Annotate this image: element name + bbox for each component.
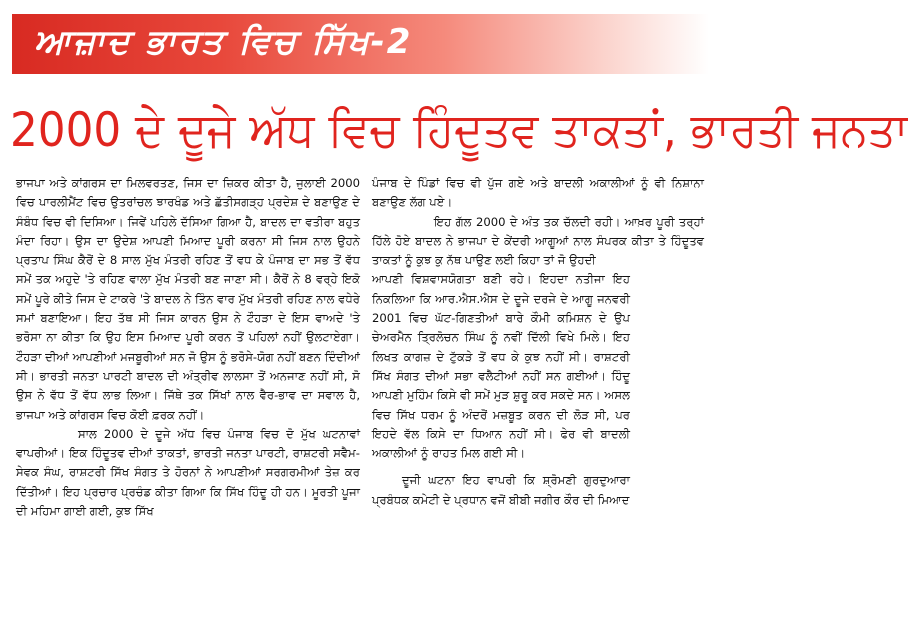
paragraph: ਪੰਜਾਬ ਦੇ ਪਿੰਡਾਂ ਵਿਚ ਵੀ ਪੁੱਜ ਗਏ ਅਤੇ ਬਾਦਲੀ ਅਕਾਲੀਆਂ ਨੂੰ ਵੀ ਨਿਸ਼ਾਨਾ ਬਣਾਉਣ ਲੱਗ ਪਏ। — [372, 176, 704, 210]
inset-image-area — [636, 286, 709, 636]
series-title: ਆਜ਼ਾਦ ਭਾਰਤ ਵਿਚ ਸਿੱਖ-2 — [34, 22, 413, 62]
paragraph: ਸਾਲ 2000 ਦੇ ਦੂਜੇ ਅੱਧ ਵਿਚ ਪੰਜਾਬ ਵਿਚ ਦੋ ਮੁੱਖ ਘਟਨਾਵਾਂ ਵਾਪਰੀਆਂ। ਇਕ ਹਿੰਦੂਤਵ ਦੀਆਂ ਤਾਕਤਾਂ, ਭਾਰਤੀ ਜਨਤਾ ਪਾਰਟੀ, ਰਾਸ਼ਟਰੀ ਸਵੈਮ-ਸੇਵਕ ਸੰਘ, ਰਾਸ਼ਟਰੀ ਸਿੱਖ ਸੰਗਤ ਤੇ ਹੋਰਨਾਂ ਨੇ ਆਪਣੀਆਂ ਸਰਗਰਮੀਆਂ ਤੇਜ਼ ਕਰ ਦਿੱਤੀਆਂ। ਇਹ ਪ੍ਰਚਾਰ ਪ੍ਰਚੰਡ ਕੀਤਾ ਗਿਆ ਕਿ ਸਿੱਖ ਹਿੰਦੂ ਹੀ ਹਨ। ਮੂਰਤੀ ਪੂਜਾ ਦੀ ਮਹਿਮਾ ਗਾਈ ਗਈ, ਕੁਝ ਸਿੱਖ — [16, 426, 360, 519]
paragraph: ਇਹ ਗੱਲ 2000 ਦੇ ਅੰਤ ਤਕ ਚੱਲਦੀ ਰਹੀ। ਆਖ਼ਰ ਪੂਰੀ ਤਰ੍ਹਾਂ ਹਿੱਲੇ ਹੋਏ ਬਾਦਲ ਨੇ ਭਾਜਪਾ ਦੇ ਕੇਂਦਰੀ ਆਗੂਆਂ ਨਾਲ ਸੰਪਰਕ ਕੀਤਾ ਤੇ ਹਿੰਦੂਤਵ ਤਾਕਤਾਂ ਨੂੰ ਕੁਝ ਕੁ ਨੱਥ ਪਾਉਣ ਲਈ ਕਿਹਾ ਤਾਂ ਜੋ ਉਹਦੀ — [372, 214, 704, 268]
paragraph: ਆਪਣੀ ਵਿਸ਼ਵਾਸਯੋਗਤਾ ਬਣੀ ਰਹੇ। ਇਹਦਾ ਨਤੀਜਾ ਇਹ ਨਿਕਲਿਆ ਕਿ ਆਰ.ਐਸ.ਐਸ ਦੇ ਦੂਜੇ ਦਰਜੇ ਦੇ ਆਗੂ ਜਨਵਰੀ 2001 ਵਿਚ ਘੱਟ-ਗਿਣਤੀਆਂ ਬਾਰੇ ਕੌਮੀ ਕਮਿਸ਼ਨ ਦੇ ਉਪ ਚੇਅਰਮੈਨ ਤ੍ਰਿਲੋਚਨ ਸਿੰਘ ਨੂੰ ਨਵੀਂ ਦਿੱਲੀ ਵਿਖੇ ਮਿਲੇ। ਇਹ ਲਿਖਤ ਕਾਗਜ਼ ਦੇ ਟੁੱਕੜੇ ਤੋਂ ਵਧ ਕੇ ਕੁਝ ਨਹੀਂ ਸੀ। ਰਾਸ਼ਟਰੀ ਸਿੱਖ ਸੰਗਤ ਦੀਆਂ ਸਭਾ ਵਲੈਟੀਆਂ ਨਹੀਂ ਸਨ ਗਈਆਂ। ਹਿੰਦੂ ਆਪਣੀ ਮੁਹਿੰਮ ਕਿਸੇ ਵੀ ਸਮੇਂ ਮੁੜ ਸ਼ੁਰੂ ਕਰ ਸਕਦੇ ਸਨ। ਅਸਲ ਵਿਚ ਸਿੱਖ ਧਰਮ ਨੂੰ ਅੰਦਰੋਂ ਮਜ਼ਬੂਤ ਕਰਨ ਦੀ ਲੋੜ ਸੀ, ਪਰ ਇਹਦੇ ਵੱਲ ਕਿਸੇ ਦਾ ਧਿਆਨ ਨਹੀਂ ਸੀ। ਫੇਰ ਵੀ ਬਾਦਲੀ ਅਕਾਲੀਆਂ ਨੂੰ ਰਾਹਤ ਮਿਲ ਗਈ ਸੀ। — [372, 272, 630, 461]
article-column-left — [16, 174, 360, 636]
series-banner — [12, 14, 709, 74]
paragraph: ਭਾਜਪਾ ਅਤੇ ਕਾਂਗਰਸ ਦਾ ਮਿਲਵਰਤਣ, ਜਿਸ ਦਾ ਜ਼ਿਕਰ ਕੀਤਾ ਹੈ, ਜੁਲਾਈ 2000 ਵਿਚ ਪਾਰਲੀਮੈਂਟ ਵਿਚ ਉਤਰਾਂਚਲ ਝਾਰਖੰਡ ਅਤੇ ਛੱਤੀਸਗੜ੍ਹ ਪ੍ਰਦੇਸ਼ ਦੇ ਬਣਾਉਣ ਦੇ ਸੰਬੰਧ ਵਿਚ ਵੀ ਦਿਸਿਆ। ਜਿਵੇਂ ਪਹਿਲੇ ਦੱਸਿਆ ਗਿਆ ਹੈ, ਬਾਦਲ ਦਾ ਵਤੀਰਾ ਬਹੁਤ ਮੰਦਾ ਰਿਹਾ। ਉਸ ਦਾ ਉਦੇਸ਼ ਆਪਣੀ ਮਿਆਦ ਪੂਰੀ ਕਰਨਾ ਸੀ ਜਿਸ ਨਾਲ ਉਹਨੇ ਪ੍ਰਤਾਪ ਸਿੰਘ ਕੈਰੋਂ ਦੇ 8 ਸਾਲ ਮੁੱਖ ਮੰਤਰੀ ਰਹਿਣ ਤੋਂ ਵਧ ਕੇ ਪੰਜਾਬ ਦਾ ਸਭ ਤੋਂ ਵੱਧ ਸਮੇਂ ਤਕ ਅਹੁਦੇ 'ਤੇ ਰਹਿਣ ਵਾਲਾ ਮੁੱਖ ਮੰਤਰੀ ਬਣ ਜਾਣਾ ਸੀ। ਕੈਰੋਂ ਨੇ 8 ਵਰ੍ਹੇ ਇਕੋ ਸਮੇਂ ਪੂਰੇ ਕੀਤੇ ਜਿਸ ਦੇ ਟਾਕਰੇ 'ਤੇ ਬਾਦਲ ਨੇ ਤਿੰਨ ਵਾਰ ਮੁੱਖ ਮੰਤਰੀ ਰਹਿਣ ਨਾਲ ਵਧੇਰੇ ਸਮਾਂ ਬਣਾਇਆ। ਇਹ ਤੱਥ ਸੀ ਜਿਸ ਕਾਰਨ ਉਸ ਨੇ ਟੌਹੜਾ ਦੇ ਇਸ ਵਾਅਦੇ 'ਤੇ ਭਰੋਸਾ ਨਾ ਕੀਤਾ ਕਿ ਉਹ ਇਸ ਮਿਆਦ ਪੂਰੀ ਕਰਨ ਤੋਂ ਪਹਿਲਾਂ ਨਹੀਂ ਉਲਟਾਏਗਾ। ਟੌਹੜਾ ਦੀਆਂ ਆਪਣੀਆਂ ਮਜਬੂਰੀਆਂ ਸਨ ਜੋ ਉਸ ਨੂੰ ਭਰੋਸੇ-ਯੋਗ ਨਹੀਂ ਬਣਨ ਦਿੰਦੀਆਂ ਸੀ। ਭਾਰਤੀ ਜਨਤਾ ਪਾਰਟੀ ਬਾਦਲ ਦੀ ਅੰਤ੍ਰੀਵ ਲਾਲਸਾ ਤੋਂ ਅਨਜਾਣ ਨਹੀਂ ਸੀ, ਸੋ ਉਸ ਨੇ ਵੱਧ ਤੋਂ ਵੱਧ ਲਾਭ ਲਿਆ। ਜਿੱਥੇ ਤਕ ਸਿੱਖਾਂ ਨਾਲ ਵੈਰ-ਭਾਵ ਦਾ ਸਵਾਲ ਹੈ, ਭਾਜਪਾ ਅਤੇ ਕਾਂਗਰਸ ਵਿਚ ਕੋਈ ਫ਼ਰਕ ਨਹੀਂ। — [16, 176, 360, 422]
narrow-text-block — [372, 270, 630, 510]
paragraph: ਦੂਜੀ ਘਟਨਾ ਇਹ ਵਾਪਰੀ ਕਿ ਸ਼੍ਰੋਮਣੀ ਗੁਰਦੁਆਰਾ ਪ੍ਰਬੰਧਕ ਕਮੇਟੀ ਦੇ ਪ੍ਰਧਾਨ ਵਜੋਂ ਬੀਬੀ ਜਗੀਰ ਕੌਰ ਦੀ ਮਿਆਦ — [372, 473, 630, 507]
article-headline: 2000 ਦੇ ਦੂਜੇ ਅੱਧ ਵਿਚ ਹਿੰਦੂਤਵ ਤਾਕਤਾਂ, ਭਾਰਤੀ ਜਨਤਾ — [10, 103, 908, 158]
